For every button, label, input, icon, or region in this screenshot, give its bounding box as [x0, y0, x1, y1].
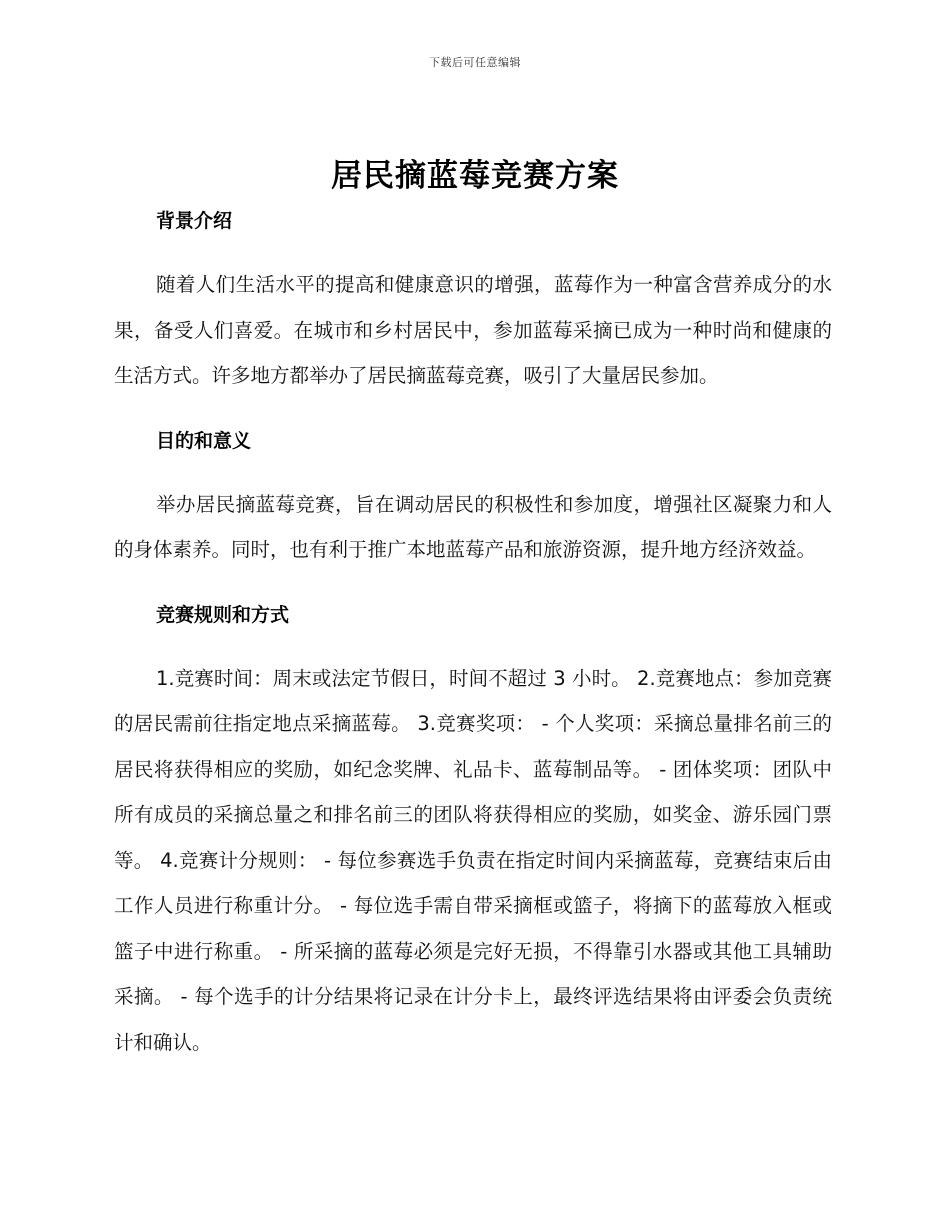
section-body-purpose: 举办居民摘蓝莓竞赛，旨在调动居民的积极性和参加度，增强社区凝聚力和人的身体素养。同时，也有利于推广本地蓝莓产品和旅游资源，提升地方经济效益。: [114, 492, 832, 561]
section-body-rules: 1.竞赛时间：周末或法定节假日，时间不超过 3 小时。 2.竞赛地点：参加竞赛的居民需前往指定地点采摘蓝莓。 3.竞赛奖项： - 个人奖项：采摘总量排名前三的居民将获得相应的奖励，如纪念奖牌、礼品卡、蓝莓制品等。 - 团体奖项：团队中所有成员的采摘总量之和排名前三的团队将获得相应的奖励，如奖金、游乐园门票等。 4.竞赛计分规则： - 每位参赛选手负责在指定时间内采摘蓝莓，竞赛结束后由工作人员进行称重计分。 - 每位选手需自带采摘框或篮子，将摘下的蓝莓放入框或篮子中进行称重。 - 所采摘的蓝莓必须是完好无损，不得靠引水器或其他工具辅助采摘。 - 每个选手的计分结果将记录在计分卡上，最终评选结果将由评委会负责统计和确认。: [114, 666, 832, 1054]
section-body-background: 随着人们生活水平的提高和健康意识的增强，蓝莓作为一种富含营养成分的水果，备受人们喜爱。在城市和乡村居民中，参加蓝莓采摘已成为一种时尚和健康的生活方式。许多地方都举办了居民摘蓝莓竞赛，吸引了大量居民参加。: [114, 273, 832, 387]
document-body: [114, 205, 832, 1065]
section-heading-purpose: 目的和意义: [156, 429, 252, 452]
section-heading-rules: 竞赛规则和方式: [156, 603, 290, 626]
section-heading-background: 背景介绍: [156, 210, 233, 232]
document-title: 居民摘蓝莓竞赛方案: [331, 158, 619, 194]
header-note: 下载后可任意编辑: [429, 56, 521, 69]
